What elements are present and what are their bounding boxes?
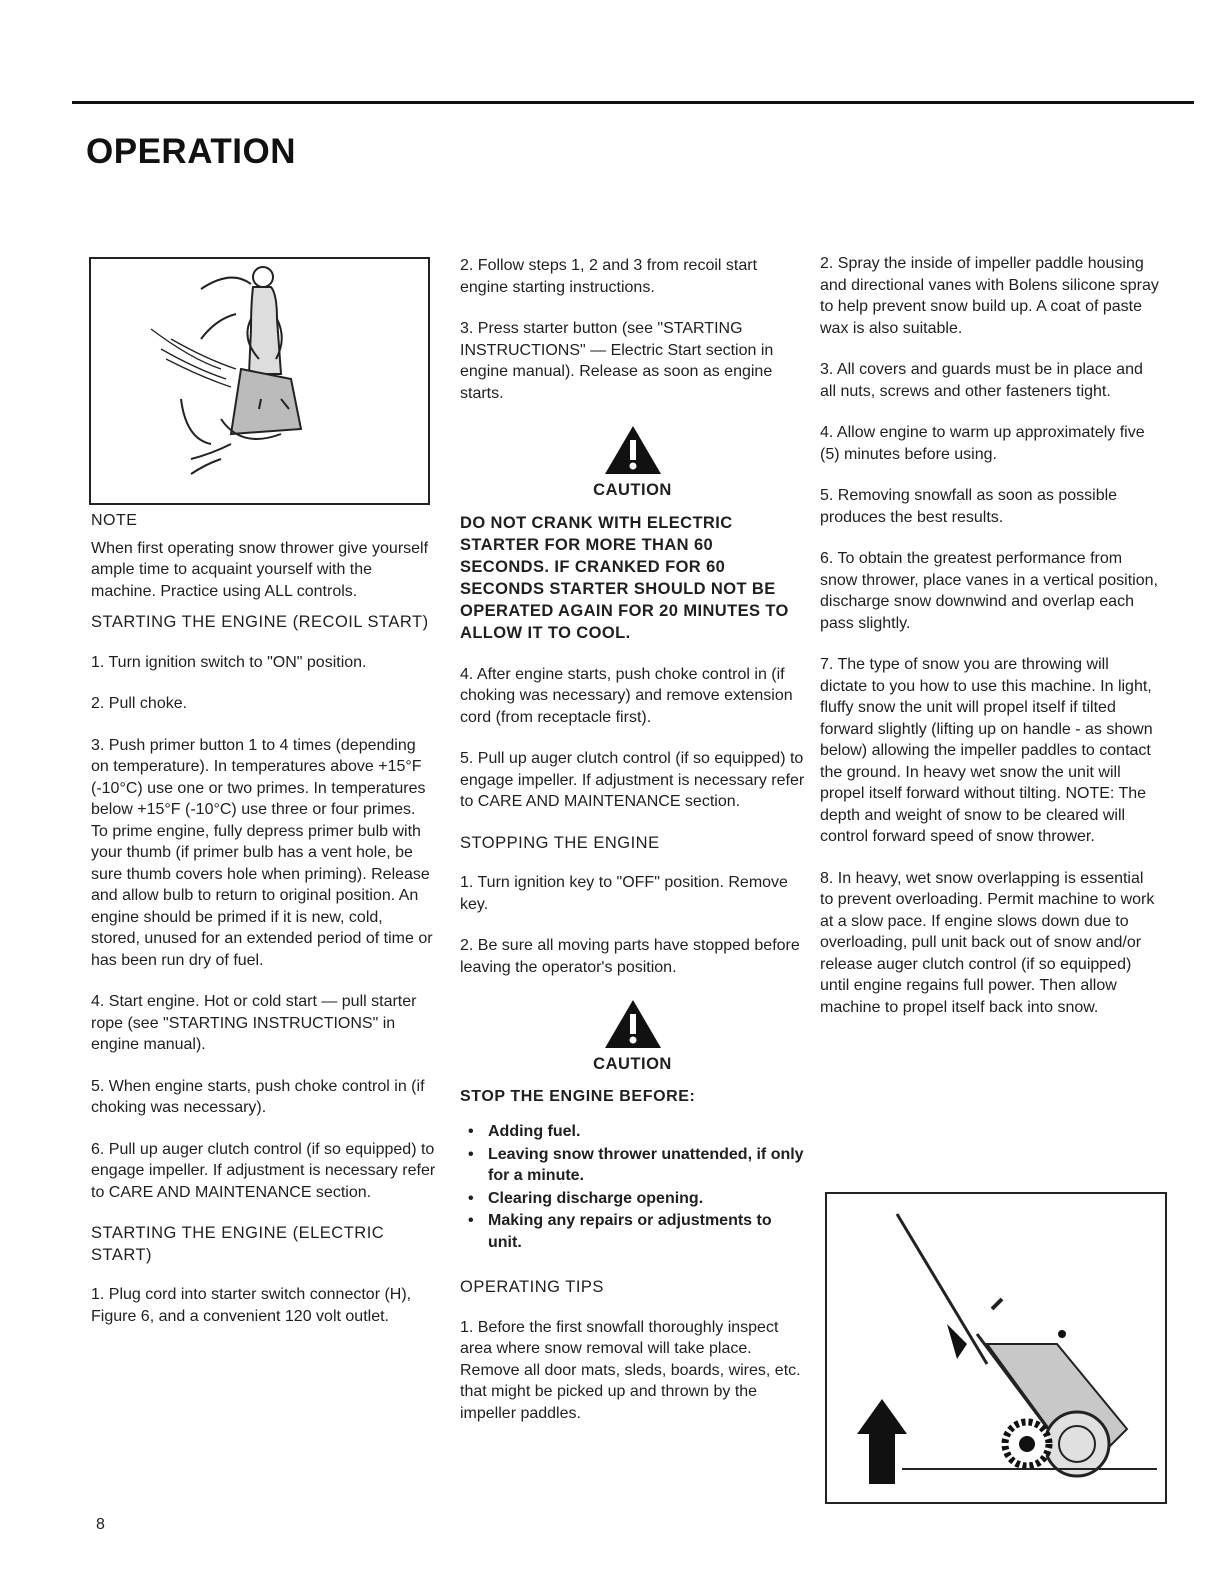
page-title: OPERATION: [86, 132, 296, 171]
list-item: • Making any repairs or adjustments to unit.: [488, 1210, 805, 1253]
operating-tips-heading: OPERATING TIPS: [460, 1278, 604, 1296]
operator-illustration: [89, 257, 430, 505]
tip-7: 7. The type of snow you are throwing will dictate to you how to use this machine. In light, fluffy snow the unit will propel itself if tilted forward slightly (lifting up on handle - as shown below) allowing the impeller paddles to contact the ground. In heavy wet snow the unit will propel itself forward without tilting. NOTE: The depth and weight of snow to be cleared will control forward speed of snow thrower.: [820, 656, 1153, 845]
tip-3: 3. All covers and guards must be in place and all nuts, screws and other fasteners tight.: [820, 361, 1143, 400]
warning-triangle-icon: [603, 998, 663, 1050]
column-left: [91, 510, 436, 1347]
page-number: 8: [96, 1516, 105, 1533]
electric-start-heading: STARTING THE ENGINE (ELECTRIC START): [91, 1224, 385, 1264]
warning-triangle-icon: [603, 424, 663, 476]
tip-6: 6. To obtain the greatest performance from snow thrower, place vanes in a vertical position, discharge snow downwind and overlap each pass slightly.: [820, 550, 1158, 632]
list-item: • Clearing discharge opening.: [488, 1188, 805, 1210]
recoil-step-3: 3. Push primer button 1 to 4 times (depending on temperature). In temperatures above +15°F (-10°C) use one or two primes. In temperatures below +15°F (-10°C) use three or four primes. To prime engine, fully depress primer bulb with your thumb (if primer bulb has a vent hole, be sure thumb covers hole when priming). Release and allow bulb to return to original position. An engine should be primed if it is new, cold, stored, unused for an extended period of time or has been run dry of fuel.: [91, 736, 433, 969]
tip-5: 5. Removing snowfall as soon as possible produces the best results.: [820, 487, 1118, 526]
note-label: NOTE: [91, 512, 138, 529]
caution-block-1: [460, 424, 805, 502]
list-item: • Leaving snow thrower unattended, if only for a minute.: [488, 1144, 805, 1187]
tip-2: 2. Spray the inside of impeller paddle housing and directional vanes with Bolens silicone spray to help prevent snow build up. A coat of paste wax is also suitable.: [820, 255, 1159, 337]
electric-step-5: 5. Pull up auger clutch control (if so equipped) to engage impeller. If adjustment is necessary refer to CARE AND MAINTENANCE section.: [460, 750, 805, 810]
electric-step-1: 1. Plug cord into starter switch connector (H), Figure 6, and a convenient 120 volt outlet.: [91, 1286, 412, 1325]
electric-step-3: 3. Press starter button (see "STARTING INSTRUCTIONS" — Electric Start section in engine manual). Release as soon as engine starts.: [460, 320, 774, 402]
tip-8: 8. In heavy, wet snow overlapping is essential to prevent overloading. Permit machine to work at a slow pace. If engine slows down due to overloading, pull unit back out of snow and/or release auger clutch control (if so equipped) until engine regains full power. Then allow machine to propel itself back into snow.: [820, 869, 1155, 1016]
caution-label: CAUTION: [593, 481, 672, 499]
note-text: When first operating snow thrower give yourself ample time to acquaint yourself with the machine. Practice using ALL controls.: [91, 539, 429, 600]
stopping-step-2: 2. Be sure all moving parts have stopped before leaving the operator's position.: [460, 937, 800, 976]
tip-4: 4. Allow engine to warm up approximately five (5) minutes before using.: [820, 424, 1145, 463]
snow-thrower-drawing: [827, 1194, 1165, 1502]
caution-block-2: [460, 998, 805, 1076]
stopping-step-1: 1. Turn ignition key to "OFF" position. Remove key.: [460, 874, 788, 913]
recoil-start-heading: STARTING THE ENGINE (RECOIL START): [91, 613, 429, 631]
recoil-step-4: 4. Start engine. Hot or cold start — pull starter rope (see "STARTING INSTRUCTIONS" in engine manual).: [91, 993, 417, 1053]
top-rule: [72, 101, 1194, 104]
column-middle: [460, 255, 805, 1444]
operator-drawing: [91, 259, 428, 503]
column-right: [820, 253, 1160, 1038]
caution-text: DO NOT CRANK WITH ELECTRIC STARTER FOR MORE THAN 60 SECONDS. IF CRANKED FOR 60 SECONDS STARTER SHOULD NOT BE OPERATED AGAIN FOR 20 MINUTES TO ALLOW IT TO COOL.: [460, 513, 789, 642]
recoil-step-6: 6. Pull up auger clutch control (if so equipped) to engage impeller. If adjustment is necessary refer to CARE AND MAINTENANCE section.: [91, 1140, 436, 1201]
electric-step-2: 2. Follow steps 1, 2 and 3 from recoil start engine starting instructions.: [460, 257, 758, 296]
stopping-heading: STOPPING THE ENGINE: [460, 833, 660, 852]
list-item: • Adding fuel.: [488, 1121, 805, 1143]
stop-before-heading: STOP THE ENGINE BEFORE:: [460, 1087, 696, 1105]
recoil-step-1: 1. Turn ignition switch to "ON" position.: [91, 653, 367, 671]
recoil-step-5: 5. When engine starts, push choke control in (if choking was necessary).: [91, 1077, 425, 1116]
electric-step-4: 4. After engine starts, push choke control in (if choking was necessary) and remove extension cord (from receptacle first).: [460, 665, 793, 726]
stop-list: [460, 1121, 805, 1253]
recoil-step-2: 2. Pull choke.: [91, 695, 188, 712]
snow-thrower-illustration: [825, 1192, 1167, 1504]
tip-1: 1. Before the first snowfall thoroughly inspect area where snow removal will take place. Remove all door mats, sleds, boards, wires, etc. that might be picked up and thrown by the impeller paddles.: [460, 1318, 801, 1422]
caution-label-2: CAUTION: [593, 1055, 672, 1073]
